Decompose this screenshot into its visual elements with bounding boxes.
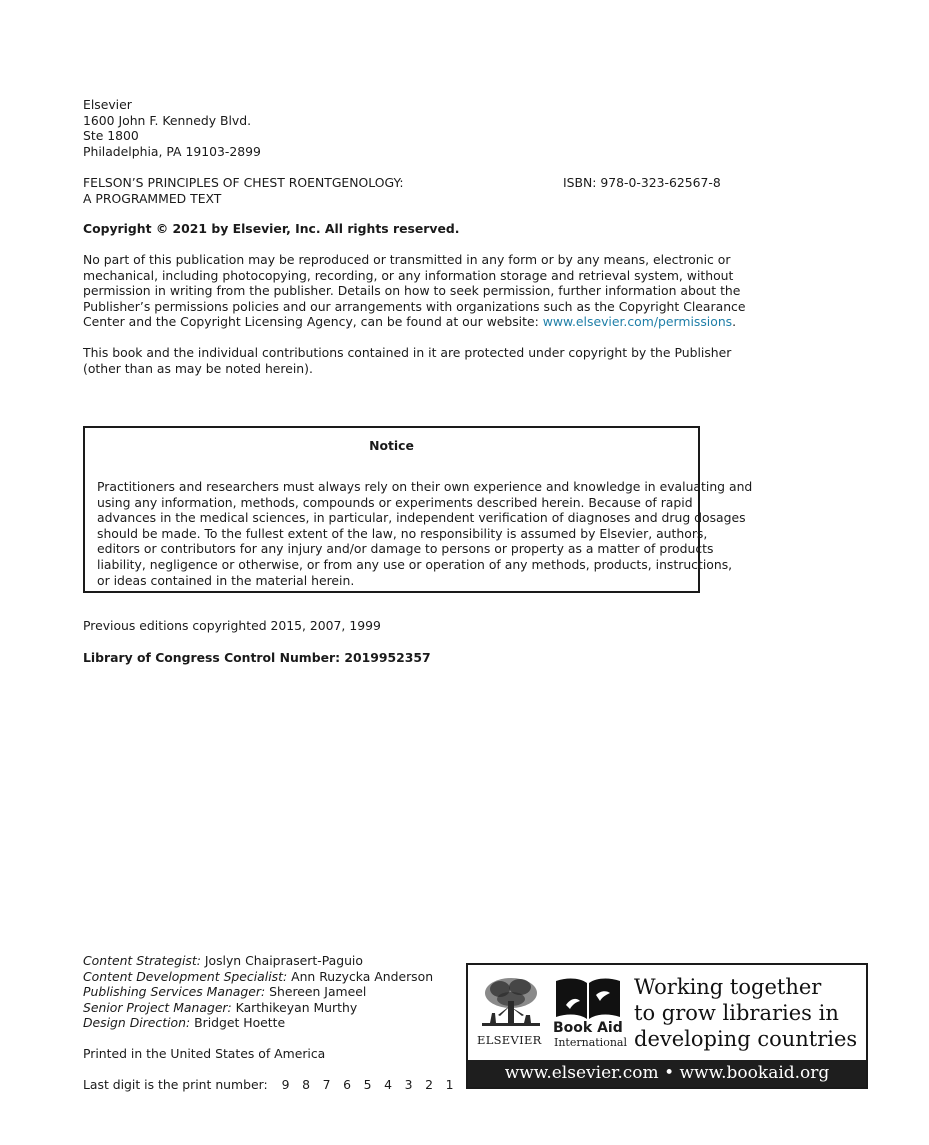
tagline-line: developing countries [634,1027,858,1051]
bookaid-wordmark: Book Aid [553,1020,623,1036]
permissions-paragraph [83,252,746,330]
bookaid-logo-block [466,963,868,1089]
tagline-line: to grow libraries in [634,1001,839,1025]
credit-line [83,1015,433,1031]
publisher-name: Elsevier [83,97,132,112]
paragraph-line: mechanical, including photocopying, recording, or any information storage and retrieval system, without [83,267,734,283]
credit-name: Joslyn Chaiprasert-Paguio [200,953,363,968]
permissions-link[interactable]: www.elsevier.com/permissions [542,314,733,330]
print-digit: 7 [322,1077,331,1092]
isbn: ISBN: 978-0-323-62567-8 [563,175,721,190]
line-prefix: Center and the Copyright Licensing Agency, can be found at our website: [83,314,543,330]
credit-line [83,1000,433,1016]
print-digit: 5 [363,1077,372,1092]
credit-name: Bridget Hoette [190,1015,286,1031]
notice-line: advances in the medical sciences, in particular, independent verification of diagnoses and drug dosages [97,510,746,526]
print-digit: 8 [302,1077,311,1092]
credit-line [83,984,433,1000]
bookaid-footer-urls: www.elsevier.com • www.bookaid.org [468,1060,866,1087]
print-number-line [83,1077,466,1093]
print-digit: 3 [404,1077,413,1092]
credit-role: Senior Project Manager: [83,999,232,1015]
paragraph-line: This book and the individual contributions contained in it are protected under copyright by the Publisher [83,345,732,360]
print-digit: 1 [445,1077,454,1092]
copyright-statement: Copyright © 2021 by Elsevier, Inc. All rights reserved. [83,221,460,236]
elsevier-wordmark: ELSEVIER [477,1033,542,1047]
print-number-label: Last digit is the print number: [83,1077,268,1092]
print-digit: 6 [343,1077,352,1092]
lccn: Library of Congress Control Number: 2019952357 [83,650,431,665]
credit-line [83,969,433,985]
protection-paragraph [83,345,731,376]
bookaid-tagline [634,974,864,1052]
book-aid-book-icon [554,975,622,1021]
credit-role: Publishing Services Manager: [83,984,266,1000]
credit-role: Content Development Specialist: [83,968,288,984]
notice-title: Notice [369,438,414,453]
book-title-line: A PROGRAMMED TEXT [83,190,222,206]
paragraph-line [83,314,746,330]
paragraph-line: (other than as may be noted herein). [83,360,313,376]
credit-line [83,953,433,969]
address-line: Ste 1800 [83,128,139,144]
credit-role: Content Strategist: [83,953,201,968]
line-suffix: . [732,314,737,330]
publisher-address [83,97,261,159]
notice-body [97,479,753,588]
credit-role: Design Direction: [83,1015,191,1031]
credit-name: Karthikeyan Murthy [231,999,358,1015]
paragraph-line: No part of this publication may be reproduced or transmitted in any form or by any means, electronic or [83,252,731,267]
tagline-line: Working together [634,975,822,999]
book-title-line: FELSON’S PRINCIPLES OF CHEST ROENTGENOLOGY: [83,175,404,190]
notice-line: Practitioners and researchers must always rely on their own experience and knowledge in evaluating and [97,479,753,494]
credits-list [83,953,433,1031]
paragraph-line: permission in writing from the publisher. Details on how to seek permission, further information about the [83,283,741,299]
notice-line: or ideas contained in the material herein. [97,572,355,588]
printed-in: Printed in the United States of America [83,1046,326,1061]
elsevier-tree-logo-icon [478,975,544,1033]
notice-box [83,426,753,593]
notice-line: using any information, methods, compounds or experiments described herein. Because of rapid [97,494,693,510]
notice-line: should be made. To the fullest extent of the law, no responsibility is assumed by Elsevier, authors, [97,525,708,541]
notice-line: liability, negligence or otherwise, or from any use or operation of any methods, products, instructions, [97,556,733,572]
paragraph-line: Publisher’s permissions policies and our arrangements with organizations such as the Copyright Clearance [83,298,746,314]
book-title [83,175,404,206]
print-digit: 4 [384,1077,393,1092]
print-digit: 9 [281,1077,290,1092]
print-digit: 2 [425,1077,434,1092]
notice-line: editors or contributors for any injury and/or damage to persons or property as a matter of products [97,541,714,557]
bookaid-subtitle: International [554,1036,627,1049]
credit-name: Ann Ruzycka Anderson [287,968,434,984]
address-line: Philadelphia, PA 19103-2899 [83,143,261,159]
credit-name: Shereen Jameel [265,984,367,1000]
previous-editions: Previous editions copyrighted 2015, 2007, 1999 [83,618,381,633]
address-line: 1600 John F. Kennedy Blvd. [83,112,252,128]
